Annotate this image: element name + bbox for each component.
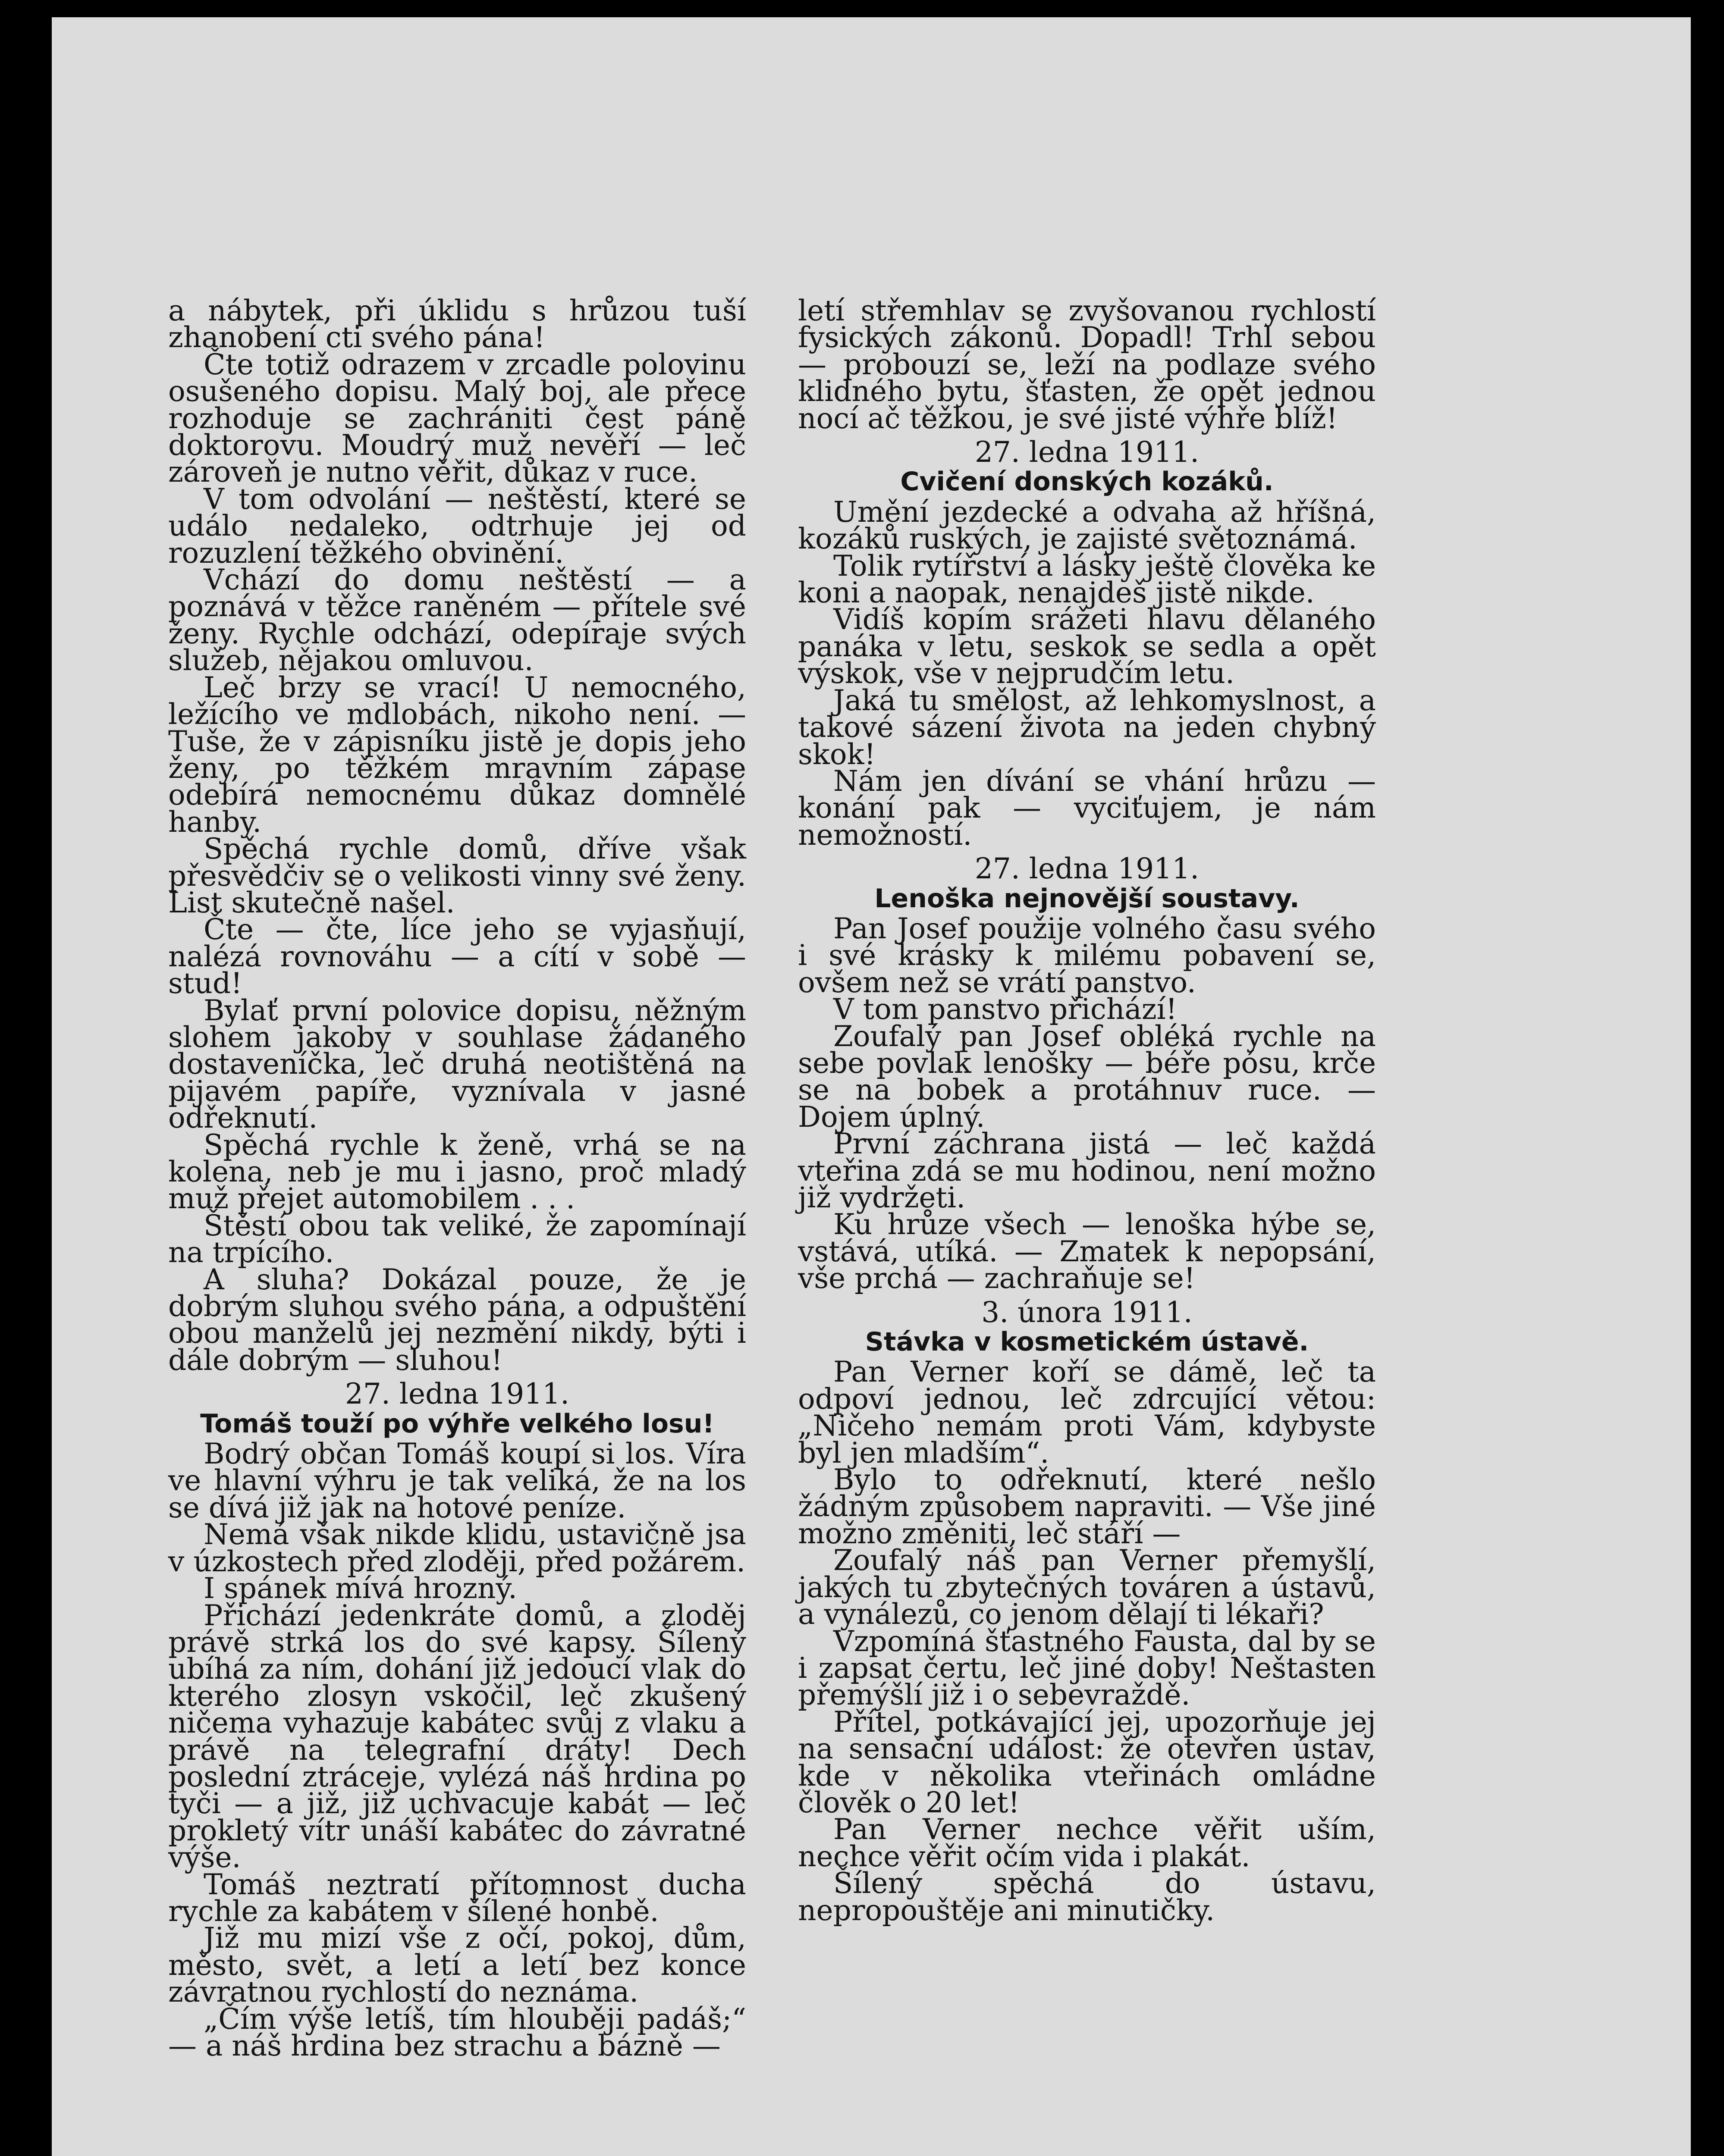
section-date: 27. ledna 1911.: [974, 852, 1200, 886]
paragraph: I spánek mívá hrozný.: [204, 1572, 517, 1605]
right-column: [798, 294, 1376, 1927]
paragraph: Bodrý občan Tomáš koupí si los. Víra ve hlavní výhru je tak veliká, že na los se dívá již jak na hotové peníze.: [168, 1437, 746, 1524]
paragraph: Vchází do domu neštěstí — a poznává v těžce raněném — přítele své ženy. Rychle odchází, odepíraje svých služeb, nějakou omluvou.: [168, 563, 746, 677]
section-heading: Tomáš touží po výhře velkého losu!: [200, 1408, 714, 1439]
paragraph: Bylať první polovice dopisu, něžným slohem jakoby v souhlase žádaného dostaveníčka, leč druhá neotištěná na pijavém papíře, vyznívala v jasné odřeknutí.: [168, 993, 746, 1135]
paragraph: A sluha? Dokázal pouze, že je dobrým sluhou svého pána, a odpuštění obou manželů jej nezmění nikdy, býti i dále dobrým — sluhou!: [168, 1263, 746, 1377]
section-heading: Lenoška nejnovější soustavy.: [874, 883, 1300, 914]
paragraph: V tom panstvo přichází!: [833, 993, 1178, 1026]
paragraph: Vidíš kopím srážeti hlavu dělaného panáka v letu, seskok se sedla a opět výskok, vše v nejprudčím letu.: [798, 603, 1376, 690]
section-date: 3. února 1911.: [981, 1295, 1193, 1329]
paragraph: Vzpomíná šťastného Fausta, dal by se i zapsat čertu, leč jiné doby! Neštasten přemýšlí již i o sebevraždě.: [798, 1624, 1376, 1712]
paragraph: Šílený spěchá do ústavu, nepropouštěje ani minutičky.: [798, 1867, 1376, 1927]
paragraph: Zoufalý pan Josef obléká rychle na sebe povlak lenošky — béře pósu, krče se na bobek a protáhnuv ruce. — Dojem úplný.: [798, 1019, 1376, 1134]
paragraph: Pan Verner koří se dámě, leč ta odpoví jednou, leč zdrcující větou: „Ničeho nemám proti Vám, kdybyste byl jen mladším“.: [798, 1355, 1376, 1470]
paragraph: Tolik rytířství a lásky ještě člověka ke koni a naopak, nenajdeš jistě nikde.: [798, 549, 1376, 610]
paragraph: Nám jen dívání se vhání hrůzu — konání pak — vyciťujem, je nám nemožností.: [798, 764, 1376, 852]
paragraph: Přítel, potkávající jej, upozorňuje jej na sensační událost: že otevřen ústav, kde v několika vteřinách omládne člověk o 20 let!: [798, 1705, 1376, 1819]
paragraph: Nemá však nikde klidu, ustavičně jsa v úzkostech před zloději, před požárem.: [168, 1518, 746, 1578]
paragraph: Spěchá rychle domů, dříve však přesvědčiv se o velikosti vinny své ženy. List skutečně našel.: [168, 832, 746, 919]
paragraph: Pan Verner nechce věřit uším, nechce věřit očím vida i plakát.: [798, 1813, 1376, 1873]
paragraph: letí střemhlav se zvyšovanou rychlostí fysických zákonů. Dopadl! Trhl sebou — probouzí se, leží na podlaze svého klidného bytu, šťasten, že opět jednou nocí ač těžkou, je své jisté výhře blíž!: [798, 294, 1376, 435]
paragraph: Štěstí obou tak veliké, že zapomínají na trpícího.: [168, 1209, 746, 1269]
paragraph: Čte totiž odrazem v zrcadle polovinu osušeného dopisu. Malý boj, ale přece rozhoduje se zachrániti čest páně doktorovu. Moudrý muž nevěří — leč zároveň je nutno věřit, důkaz v ruce.: [168, 348, 746, 489]
paragraph: Čte — čte, líce jeho se vyjasňují, nalézá rovnováhu — a cítí v sobě — stud!: [168, 913, 746, 1000]
section-date: 27. ledna 1911.: [974, 436, 1200, 469]
section-date: 27. ledna 1911.: [345, 1377, 570, 1411]
paragraph: Umění jezdecké a odvaha až hříšná, kozáků ruských, je zajisté světoznámá.: [798, 495, 1376, 556]
paragraph: Přichází jedenkráte domů, a zloděj právě strká los do své kapsy. Šílený ubíhá za ním, dohání již jedoucí vlak do kterého zlosyn vskočil, leč zkušený ničema vyhazuje kabátec svůj z vlaku a právě na telegrafní dráty! Dech poslední ztráceje, vylézá náš hrdina po tyči — a již, již uchvacuje kabát — leč prokletý vítr unáší kabátec do závratné výše.: [168, 1598, 746, 1874]
paragraph: Spěchá rychle k ženě, vrhá se na kolena, neb je mu i jasno, proč mladý muž přejet automobilem . . .: [168, 1128, 746, 1216]
paragraph: Zoufalý náš pan Verner přemyšlí, jakých tu zbytečných továren a ústavů, a vynálezů, co jenom dělají ti lékaři?: [798, 1544, 1376, 1631]
paragraph: Tomáš neztratí přítomnost ducha rychle za kabátem v šílené honbě.: [168, 1868, 746, 1928]
paragraph: Již mu mizí vše z očí, pokoj, dům, město, svět, a letí a letí bez konce závratnou rychlostí do neznáma.: [168, 1921, 746, 2009]
section-heading: Stávka v kosmetickém ústavě.: [865, 1327, 1309, 1357]
paragraph: První záchrana jistá — leč každá vteřina zdá se mu hodinou, není možno již vydržeti.: [798, 1127, 1376, 1214]
paragraph: Leč brzy se vrací! U nemocného, ležícího ve mdlobách, nikoho není. — Tuše, že v zápisníku jistě je dopis jeho ženy, po těžkém mravním zápase odebírá nemocnému důkaz domnělé hanby.: [168, 671, 746, 839]
paragraph: Bylo to odřeknutí, které nešlo žádným způsobem napraviti. — Vše jiné možno změniti, leč stáří —: [798, 1463, 1376, 1550]
section-heading: Cvičení donských kozáků.: [900, 467, 1274, 497]
paragraph: Jaká tu smělost, až lehkomyslnost, a takové sázení života na jeden chybný skok!: [798, 683, 1376, 771]
paragraph: Ku hrůze všech — lenoška hýbe se, vstává, utíká. — Zmatek k nepopsání, vše prchá — zachraňuje se!: [798, 1208, 1376, 1295]
paragraph: „Čím výše letíš, tím hlouběji padáš;“ — a náš hrdina bez strachu a bázně —: [168, 2002, 746, 2062]
paragraph: Pan Josef použije volného času svého i své krásky k milému pobavení se, ovšem než se vrátí panstvo.: [798, 912, 1376, 999]
left-column: [168, 294, 746, 2062]
paragraph: V tom odvolání — neštěstí, které se událo nedaleko, odtrhuje jej od rozuzlení těžkého obvinění.: [168, 482, 746, 570]
paragraph: a nábytek, při úklidu s hrůzou tuší zhanobení cti svého pána!: [168, 294, 746, 354]
